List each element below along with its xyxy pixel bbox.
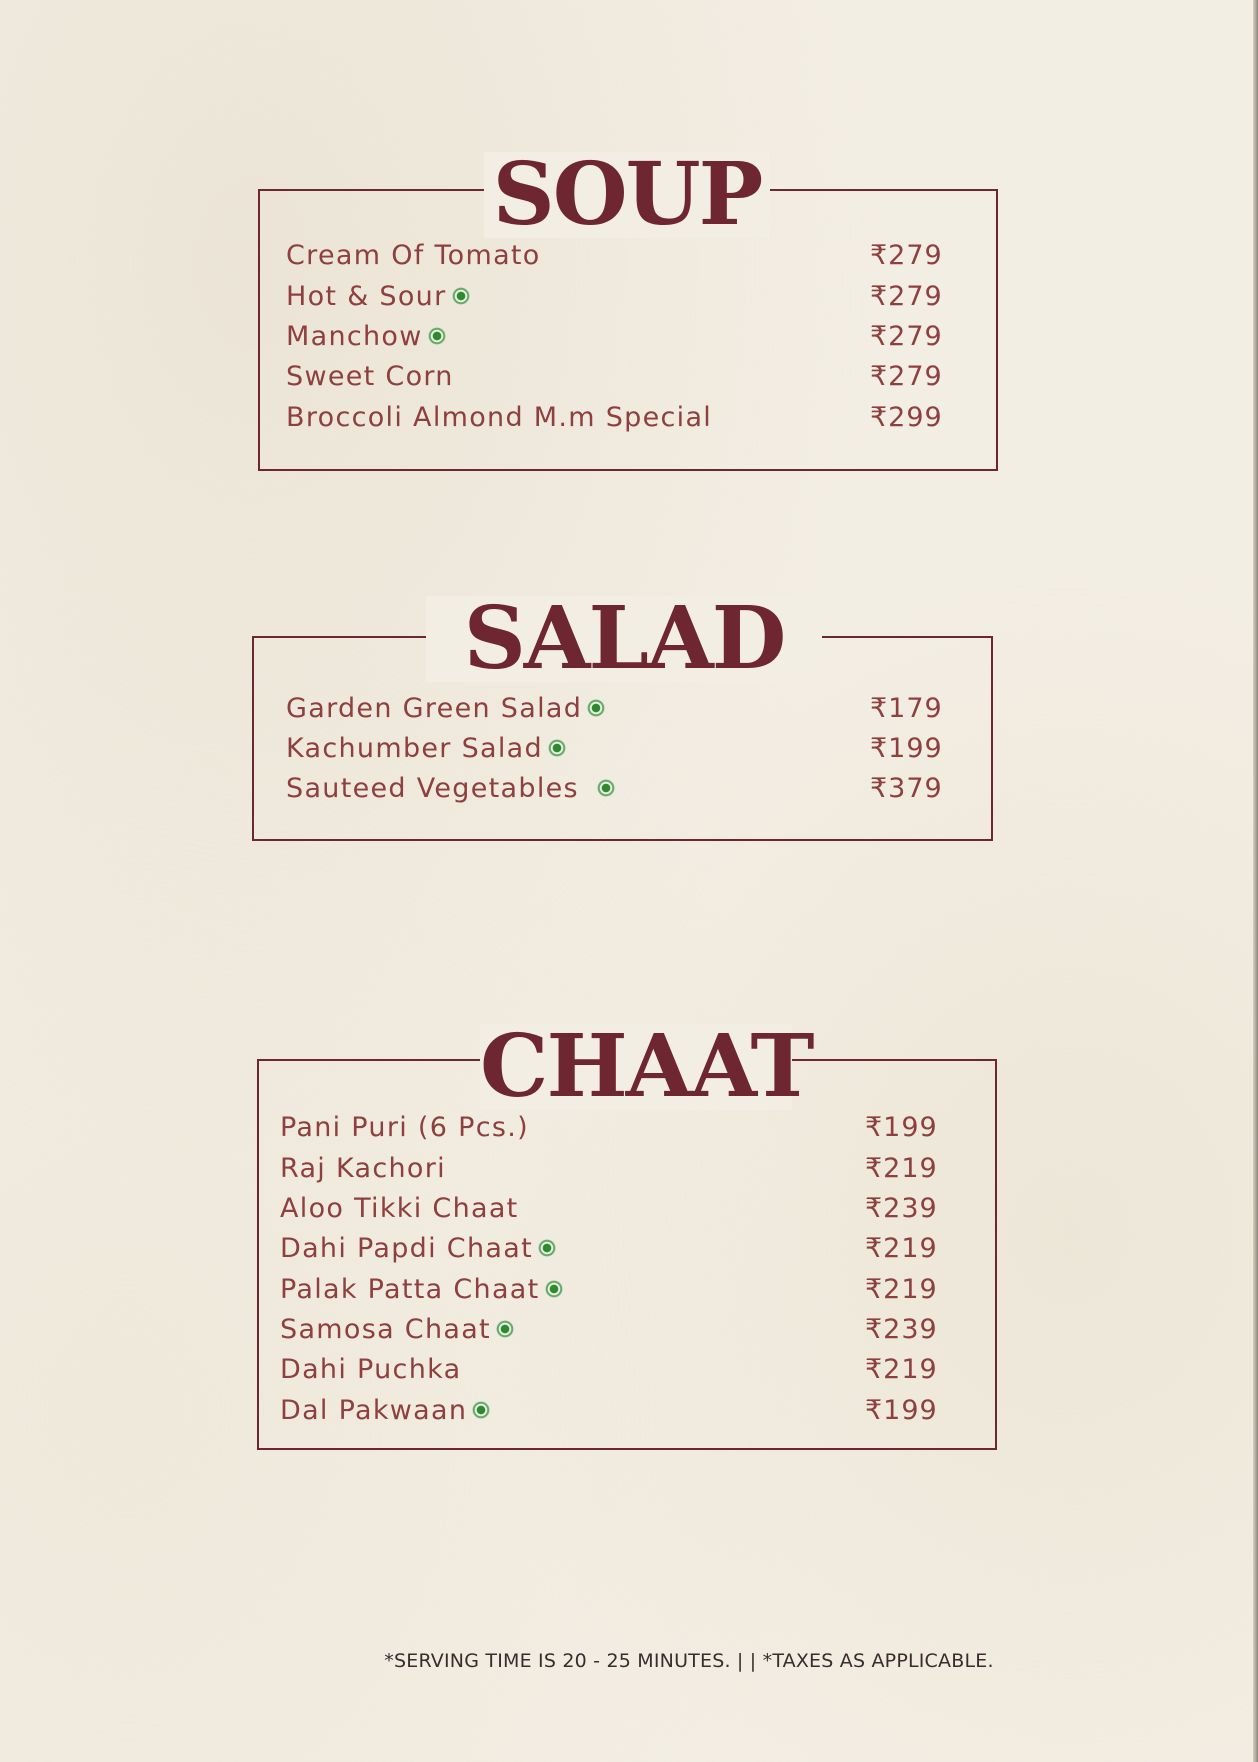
page-edge <box>1253 0 1258 1762</box>
salad-item-price: ₹179 <box>870 693 943 724</box>
footer-note: *SERVING TIME IS 20 - 25 MINUTES. | | *TAXES AS APPLICABLE. <box>384 1650 994 1672</box>
veg-dot-icon <box>428 327 446 345</box>
soup-item-name: Broccoli Almond M.m Special <box>286 402 713 433</box>
chaat-item-name: Dal Pakwaan <box>280 1395 490 1426</box>
soup-item-price: ₹279 <box>870 240 943 271</box>
chaat-item-price: ₹199 <box>865 1395 938 1426</box>
chaat-title: CHAAT <box>480 1016 813 1117</box>
soup-item-name: Cream Of Tomato <box>286 240 541 271</box>
salad-item-price: ₹199 <box>870 733 943 764</box>
salad-title: SALAD <box>426 596 822 682</box>
chaat-item-name: Dahi Papdi Chaat <box>280 1233 556 1264</box>
chaat-item-price: ₹219 <box>865 1233 938 1264</box>
soup-item-name: Manchow <box>286 321 446 352</box>
chaat-item-name: Raj Kachori <box>280 1153 446 1184</box>
veg-dot-icon <box>496 1320 514 1338</box>
chaat-item-price: ₹239 <box>865 1314 938 1345</box>
soup-item-name: Hot & Sour <box>286 281 470 312</box>
chaat-item-name: Palak Patta Chaat <box>280 1274 563 1305</box>
chaat-item-price: ₹239 <box>865 1193 938 1224</box>
soup-item-name: Sweet Corn <box>286 361 454 392</box>
soup-item-price: ₹279 <box>870 281 943 312</box>
veg-dot-icon <box>452 287 470 305</box>
chaat-item-name: Aloo Tikki Chaat <box>280 1193 519 1224</box>
chaat-item-price: ₹199 <box>865 1112 938 1143</box>
salad-item-name: Kachumber Salad <box>286 733 566 764</box>
chaat-item-price: ₹219 <box>865 1274 938 1305</box>
chaat-item-name: Samosa Chaat <box>280 1314 514 1345</box>
chaat-item-price: ₹219 <box>865 1354 938 1385</box>
salad-item-name: Sauteed Vegetables <box>286 773 615 804</box>
soup-item-price: ₹279 <box>870 321 943 352</box>
veg-dot-icon <box>472 1401 490 1419</box>
salad-item-name: Garden Green Salad <box>286 693 605 724</box>
soup-item-price: ₹299 <box>870 402 943 433</box>
veg-dot-icon <box>597 779 615 797</box>
veg-dot-icon <box>587 699 605 717</box>
veg-dot-icon <box>545 1280 563 1298</box>
veg-dot-icon <box>538 1239 556 1257</box>
chaat-item-name: Dahi Puchka <box>280 1354 462 1385</box>
salad-item-price: ₹379 <box>870 773 943 804</box>
veg-dot-icon <box>548 739 566 757</box>
chaat-item-name: Pani Puri (6 Pcs.) <box>280 1112 529 1143</box>
chaat-item-price: ₹219 <box>865 1153 938 1184</box>
soup-item-price: ₹279 <box>870 361 943 392</box>
soup-title: SOUP <box>484 152 770 238</box>
